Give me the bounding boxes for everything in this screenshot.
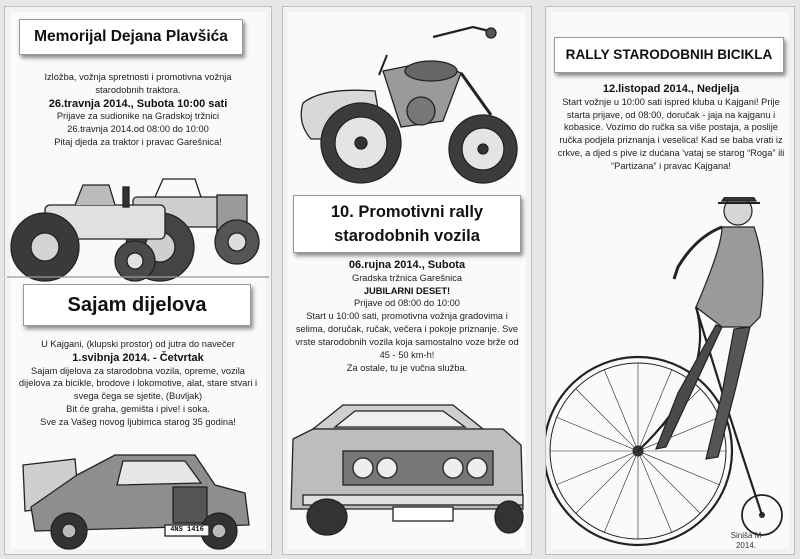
memorial-date: 26.travnja 2014., Subota 10:00 sati <box>48 97 228 110</box>
banner-rally: 10. Promotivni rally starodobnih vozila <box>293 195 521 253</box>
bicycle-rally-body: Start vožnje u 10:00 sati ispred kluba u Kajgani! Prije starta prijave, od 08:00, doručak - jaja na kajganu i kobasice. Vozimo do ručka sa više postaja, a poslije ručka podjela priznanja i veselica! Kad se baba vrati iz crkve, a djed s pive iz dućana 'vataj se starog “Roga” ili “Partizana” i pravac Kajgana! <box>557 96 785 171</box>
memorial-registration-time: 26.travnja 2014.od 08:00 do 10:00 <box>67 124 209 135</box>
penny-farthing-illustration <box>546 197 794 557</box>
bicycle-rally-text <box>554 83 788 173</box>
parts-fair-intro: U Kajgani, (klupski prostor) od jutra do navečer <box>41 339 235 349</box>
bicycle-rally-date: 12.listopad 2014., Nedjelja <box>602 83 740 95</box>
artist-year: 2014. <box>735 541 757 550</box>
rally-place: Gradska tržnica Garešnica <box>351 272 463 283</box>
rally-body: Start u 10:00 sati, promotivna vožnja gradovima i selima, doručak, ručak, večera i pokoje priznanje. Sve vrste starodobnih vozila koja samostalno voze brže od 45 - 50 km-h! <box>295 311 519 360</box>
artist-signature <box>722 531 770 551</box>
rally-tail: Za ostale, tu je vučna služba. <box>346 363 468 374</box>
memorial-intro: Izložba, vožnja spretnosti i promotivna vožnja starodobnih traktora. <box>44 72 232 95</box>
memorial-registration: Prijave za sudionike na Gradskoj tržnici <box>56 111 220 122</box>
rally-jubilee: JUBILARNI DESET! <box>363 285 451 296</box>
banner-bicycle-rally: RALLY STARODOBNIH BICIKLA <box>554 37 784 73</box>
tractors-illustration <box>5 167 271 287</box>
memorial-tagline: Pitaj djeda za traktor i pravac Garešnica! <box>54 136 222 147</box>
artist-name: Siniša M <box>730 531 762 540</box>
rally-registration: Prijave od 08:00 do 10:00 <box>354 298 460 309</box>
panel-vintage-bicycle-rally <box>545 6 795 555</box>
banner-memorial: Memorijal Dejana Plavšića <box>19 19 243 55</box>
parts-fair-text <box>11 338 265 429</box>
panel-tractor-and-parts-fair <box>4 6 272 555</box>
rally-text <box>289 259 525 375</box>
license-plate: 4NS 1416 <box>170 526 204 534</box>
rally-date: 06.rujna 2014., Subota <box>348 259 466 271</box>
motorcycle-sidecar-illustration <box>283 11 531 201</box>
memorial-text <box>13 71 263 149</box>
parts-fair-body: Sajam dijelova za starodobna vozila, opreme, vozila dijelova za bicikle, brodove i lokomotive, alat, stare stvari i svega čega se sjetite, (Buvljak) <box>18 365 258 402</box>
vintage-car-illustration <box>5 445 271 555</box>
parts-fair-date: 1.svibnja 2014. - Četvrtak <box>72 351 204 364</box>
classic-sedan-illustration <box>283 399 531 549</box>
parts-fair-tagline: Sve za Vašeg novog ljubimca starog 35 godina! <box>40 416 236 427</box>
panel-vintage-vehicle-rally <box>282 6 532 555</box>
parts-fair-refreshments: Bit će graha, gemišta i pive! i soka. <box>66 403 210 414</box>
banner-parts-fair: Sajam dijelova <box>23 284 251 326</box>
